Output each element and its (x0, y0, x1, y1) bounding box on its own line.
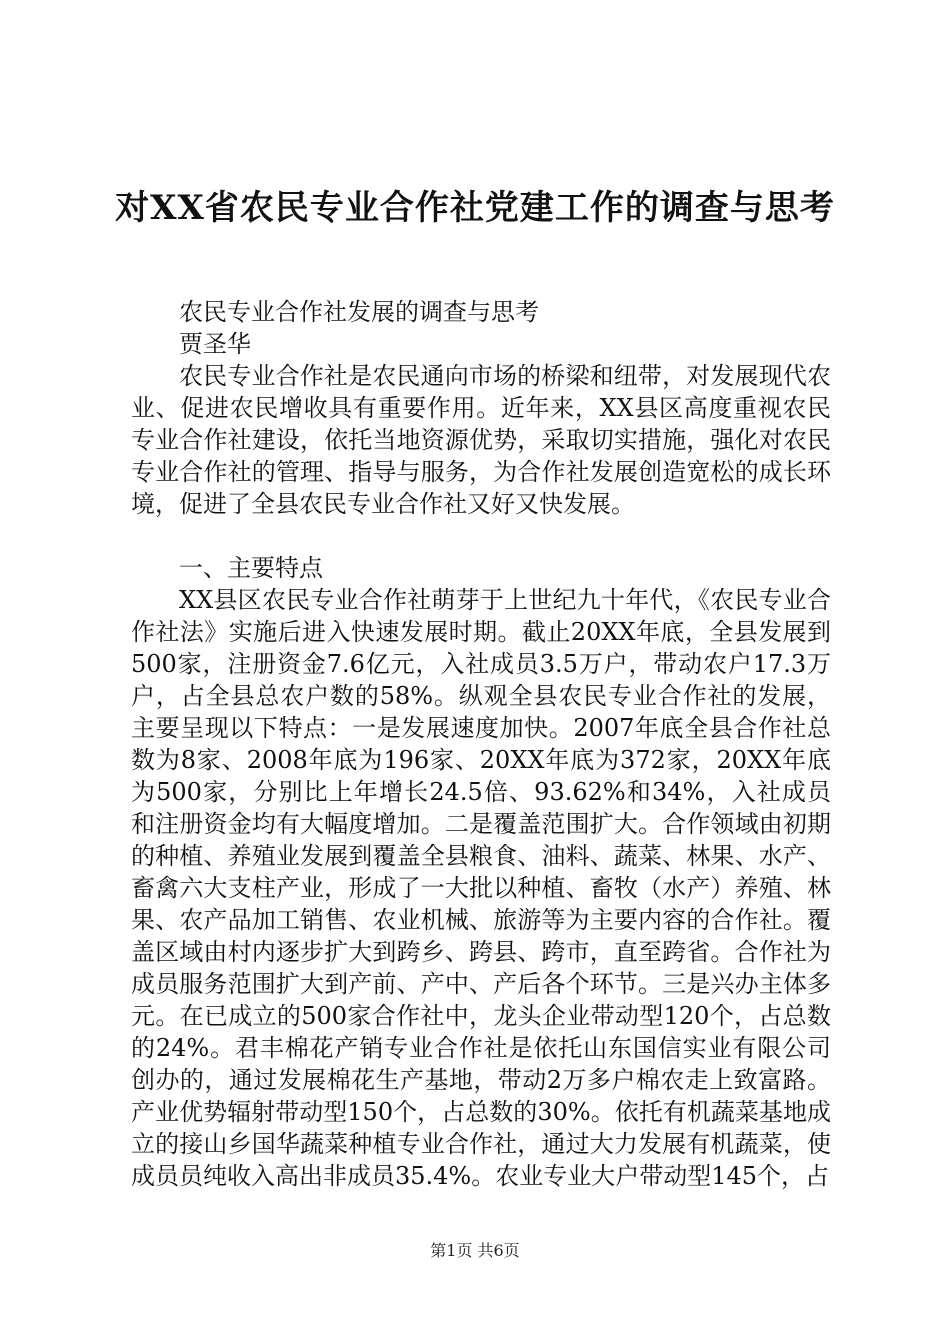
subtitle: 农民专业合作社发展的调查与思考 (179, 298, 539, 326)
section-paragraph: XX县区农民专业合作社萌芽于上世纪九十年代，《农民专业合作社法》实施后进入快速发展时期。截止20XX年底，全县发展到500家，注册资金7.6亿元，入社成员3.5万户，带动农户17.3万户，占全县总农户数的58%。纵观全县农民专业合作社的发展，主要呈现以下特点：一是发展速度加快。2007年底全县合作社总数为8家、2008年底为196家、20XX年底为372家，20XX年底为500家，分别比上年增长24.5倍、93.62%和34%，入社成员和注册资金均有大幅度增加。二是覆盖范围扩大。合作领域由初期的种植、养殖业发展到覆盖全县粮食、油料、蔬菜、林果、水产、畜禽六大支柱产业，形成了一大批以种植、畜牧（水产）养殖、林果、农产品加工销售、农业机械、旅游等为主要内容的合作社。覆盖区域由村内逐步扩大到跨乡、跨县、跨市，直至跨省。合作社为成员服务范围扩大到产前、产中、产后各个环节。三是兴办主体多元。在已成立的500家合作社中，龙头企业带动型120个，占总数的24%。君丰棉花产销专业合作社是依托山东国信实业有限公司创办的，通过发展棉花生产基地，带动2万多户棉农走上致富路。产业优势辐射带动型150个，占总数的30%。依托有机蔬菜基地成立的接山乡国华蔬菜种植专业合作社，通过大力发展有机蔬菜，使成员员纯收入高出非成员35.4%。农业专业大户带动型145个，占 (131, 586, 831, 1190)
page-footer: 第1页 共6页 (430, 1241, 520, 1260)
author: 贾圣华 (179, 330, 251, 358)
document-body (131, 296, 831, 1192)
document-title: 对XX省农民专业合作社党建工作的调查与思考 (115, 188, 835, 228)
section-heading: 一、主要特点 (179, 554, 323, 582)
intro-paragraph: 农民专业合作社是农民通向市场的桥梁和纽带，对发展现代农业、促进农民增收具有重要作用。近年来，XX县区高度重视农民专业合作社建设，依托当地资源优势，采取切实措施，强化对农民专业合作社的管理、指导与服务，为合作社发展创造宽松的成长环境，促进了全县农民专业合作社又好又快发展。 (131, 362, 831, 518)
